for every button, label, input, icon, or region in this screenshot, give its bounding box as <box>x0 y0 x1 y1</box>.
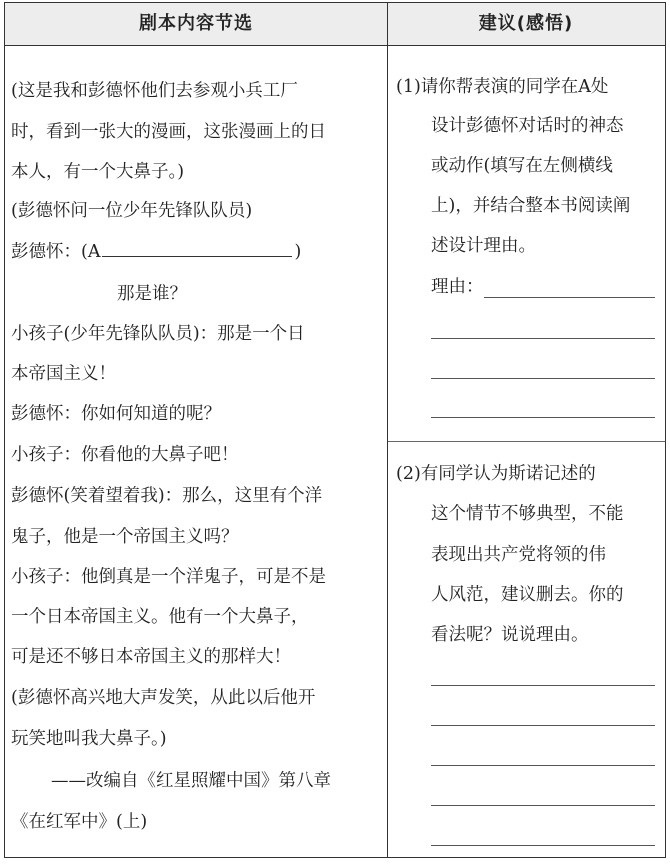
q2-line: (2)有同学认为斯诺记述的 <box>396 464 596 484</box>
header-suggestion: 建议(感悟) <box>478 13 574 34</box>
q1-line: 或动作(填写在左侧横线 <box>431 156 613 176</box>
answer-line[interactable] <box>431 338 655 339</box>
script-line: 可是还不够日本帝国主义的那样大！ <box>11 647 291 667</box>
script-line: 彭德怀(笑着望着我)：那么，这里有个洋 <box>11 486 323 506</box>
answer-blank-a[interactable] <box>102 238 292 257</box>
q2-line: 这个情节不够典型，不能 <box>431 504 624 524</box>
script-line: 一个日本帝国主义。他有一个大鼻子， <box>11 607 309 627</box>
script-line: 本人，有一个大鼻子。) <box>11 162 185 182</box>
answer-line[interactable] <box>431 378 655 379</box>
q2-line: 人风范，建议删去。你的 <box>431 585 624 605</box>
script-line: 小孩子(少年先锋队队员)：那是一个日 <box>11 324 305 344</box>
q2-line: 表现出共产党将领的伟 <box>431 545 606 565</box>
reason-label: 理由： <box>431 277 484 297</box>
header-script-excerpt: 剧本内容节选 <box>139 13 253 34</box>
reason-answer-line[interactable] <box>484 297 655 298</box>
script-line: 彭德怀：你如何知道的呢？ <box>11 404 221 424</box>
script-line: (彭德怀问一位少年先锋队队员) <box>11 201 253 221</box>
script-line: 小孩子：他倒真是一个洋鬼子，可是不是 <box>11 567 326 587</box>
blank-close-paren: ) <box>294 242 302 262</box>
script-line: (彭德怀高兴地大声发笑，从此以后他开 <box>11 688 316 708</box>
q2-line: 看法呢？说说理由。 <box>431 625 589 645</box>
suggestion-column <box>388 45 665 857</box>
blank-a-line <box>11 238 301 263</box>
script-line: 时，看到一张大的漫画，这张漫画上的日 <box>11 122 326 142</box>
answer-line[interactable] <box>431 765 655 766</box>
answer-line[interactable] <box>431 845 655 846</box>
answer-line[interactable] <box>431 725 655 726</box>
source-citation: ——改编自《红星照耀中国》第八章 <box>51 771 331 791</box>
script-line: 本帝国主义！ <box>11 364 116 384</box>
q1-line: 述设计理由。 <box>431 236 536 256</box>
answer-line[interactable] <box>431 805 655 806</box>
table-header <box>5 3 665 46</box>
section-divider <box>388 441 665 442</box>
answer-line[interactable] <box>431 685 655 686</box>
script-line: (这是我和彭德怀他们去参观小兵工厂 <box>11 81 298 101</box>
script-line: 那是谁？ <box>117 284 187 304</box>
script-line: 鬼子，他是一个帝国主义吗？ <box>11 527 239 547</box>
q1-line: (1)请你帮表演的同学在A处 <box>396 77 609 97</box>
q1-line: 上)，并结合整本书阅读阐 <box>431 196 631 216</box>
speaker-peng-a: 彭德怀：(A <box>11 242 101 262</box>
q1-line: 设计彭德怀对话时的神态 <box>431 116 624 136</box>
answer-line[interactable] <box>431 417 655 418</box>
script-line: 玩笑地叫我大鼻子。) <box>11 729 167 749</box>
script-line: 小孩子：你看他的大鼻子吧！ <box>11 445 239 465</box>
worksheet-table <box>4 2 666 858</box>
source-citation-chapter: 《在红军中》(上) <box>11 812 148 832</box>
